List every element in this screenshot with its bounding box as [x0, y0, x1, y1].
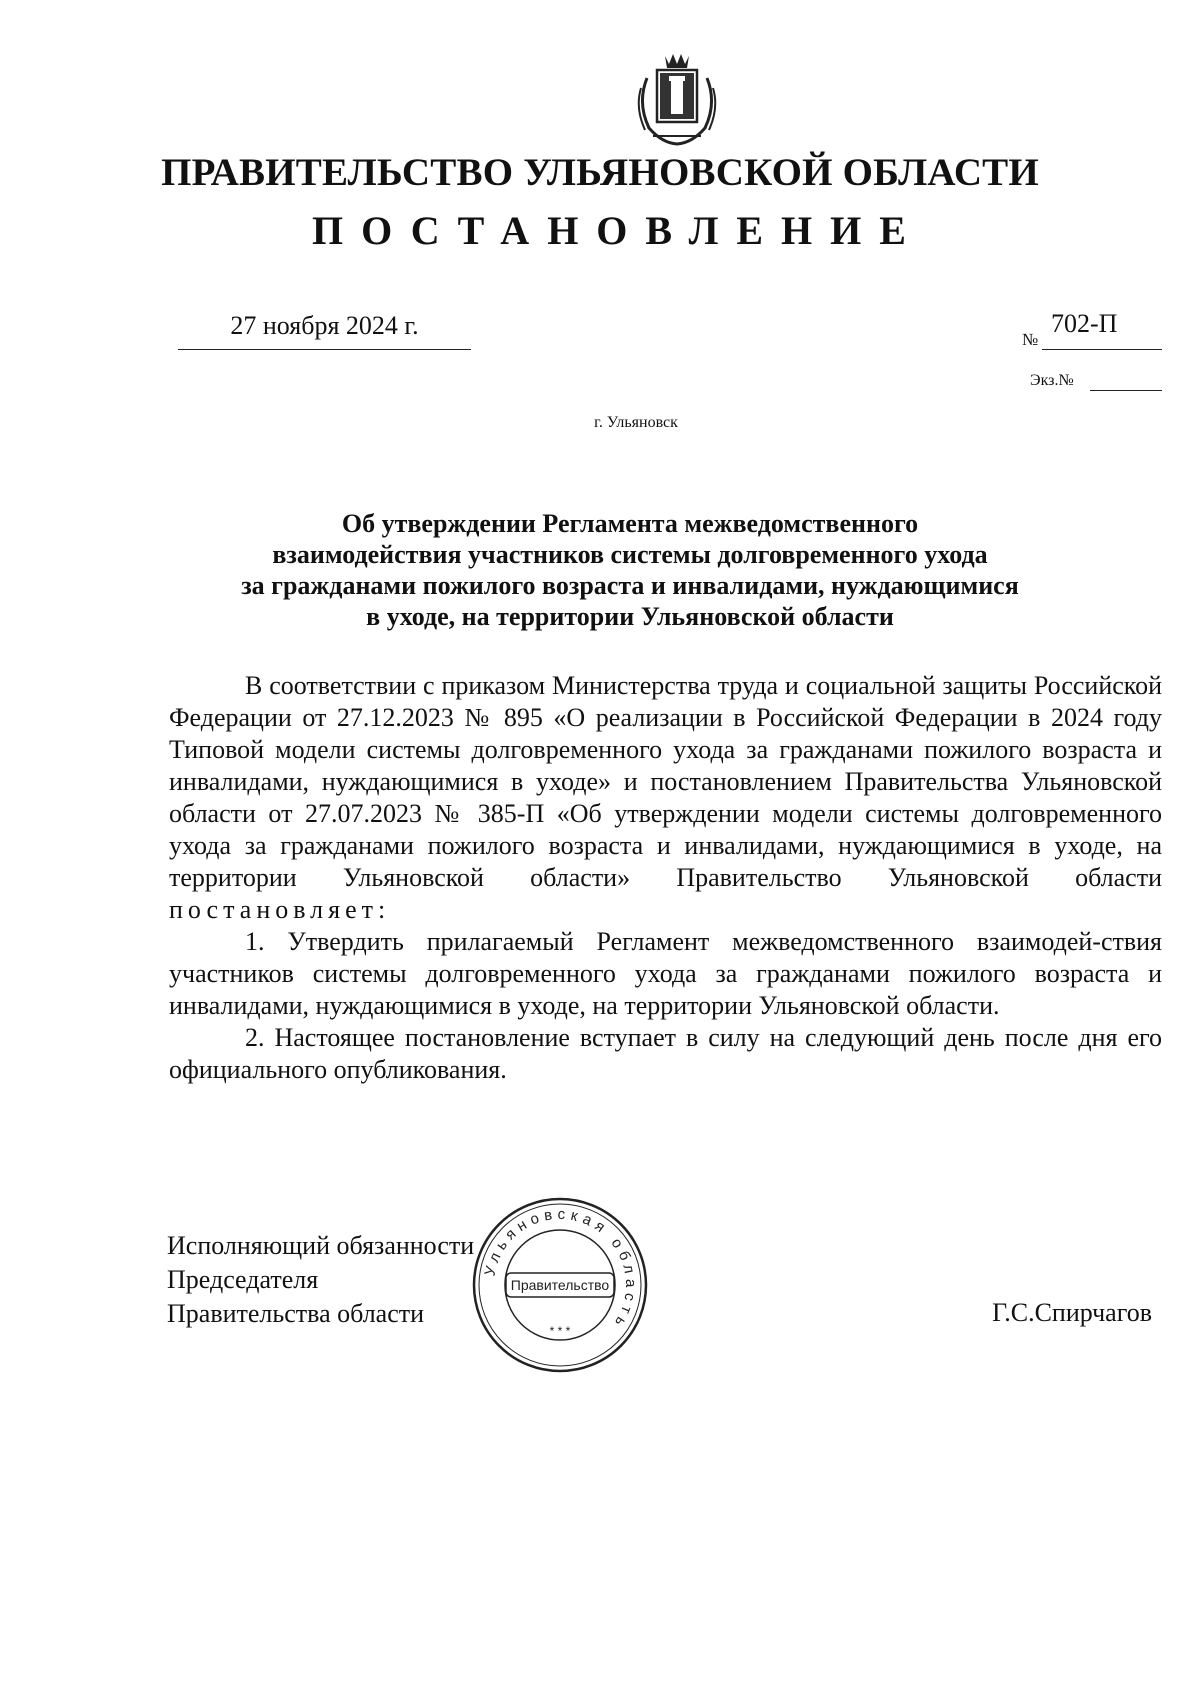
number-underline	[1042, 349, 1162, 350]
coat-of-arms-emblem	[627, 48, 727, 148]
official-seal-stamp	[470, 1195, 650, 1375]
position-line: Председателя	[167, 1265, 319, 1294]
signatory-position	[167, 1229, 474, 1331]
number-sign: №	[1022, 330, 1039, 349]
copy-number-underline	[1090, 390, 1162, 391]
document-type-title: ПОСТАНОВЛЕНИЕ	[312, 208, 924, 253]
subject-line: взаимодействия участников системы долговременного ухода	[272, 540, 988, 569]
position-line: Правительства области	[167, 1299, 425, 1328]
government-title: ПРАВИТЕЛЬСТВО УЛЬЯНОВСКОЙ ОБЛАСТИ	[161, 151, 1039, 194]
subject-line: Об утверждении Регламента межведомственного	[341, 509, 919, 538]
document-subject	[150, 508, 1110, 632]
city-name: г. Ульяновск	[594, 414, 678, 431]
date-underline	[178, 349, 471, 350]
subject-line: за гражданами пожилого возраста и инвалидами, нуждающимися	[241, 571, 1019, 600]
item-2-paragraph: 2. Настоящее постановление вступает в силу на следующий день после дня его официального опубликования.	[169, 1023, 1162, 1084]
document-body	[169, 670, 1162, 1086]
document-date: 27 ноября 2024 г.	[230, 311, 419, 340]
svg-text:* * *: * * *	[549, 1324, 571, 1338]
document-number: 702-П	[1051, 309, 1118, 338]
preamble-paragraph	[169, 670, 1162, 926]
decree-word: постановляет:	[169, 895, 391, 924]
seal-center-text: Правительство	[510, 1277, 610, 1293]
position-line: Исполняющий обязанности	[167, 1231, 475, 1260]
preamble-text: В соответствии с приказом Министерства труда и социальной защиты Российской Федерации от 27.12.2023 № 895 «О реализации в Российской Федерации в 2024 году Типовой модели системы долговременного ухода за гражданами пожилого возраста и инвалидами, нуждающимися в уходе» и постановлением Правительства Ульяновской области от 27.07.2023 № 385-П «Об утверждении модели системы долговременного ухода за гражданами пожилого возраста и инвалидами, нуждающимися в уходе, на территории Ульяновской области» Правительство Ульяновской области	[169, 671, 1162, 892]
copy-number-label: Экз.№	[1030, 372, 1074, 389]
item-1-paragraph: 1. Утвердить прилагаемый Регламент межведомственного взаимодей-ствия участников системы долговременного ухода за гражданами пожилого возраста и инвалидами, нуждающимися в уходе, на территории Ульяновской области.	[169, 927, 1162, 1020]
signatory-name: Г.С.Спирчагов	[992, 1298, 1152, 1327]
seal-ring-text: Ульяновская область	[481, 1205, 640, 1334]
subject-line: в уходе, на территории Ульяновской области	[366, 602, 894, 631]
